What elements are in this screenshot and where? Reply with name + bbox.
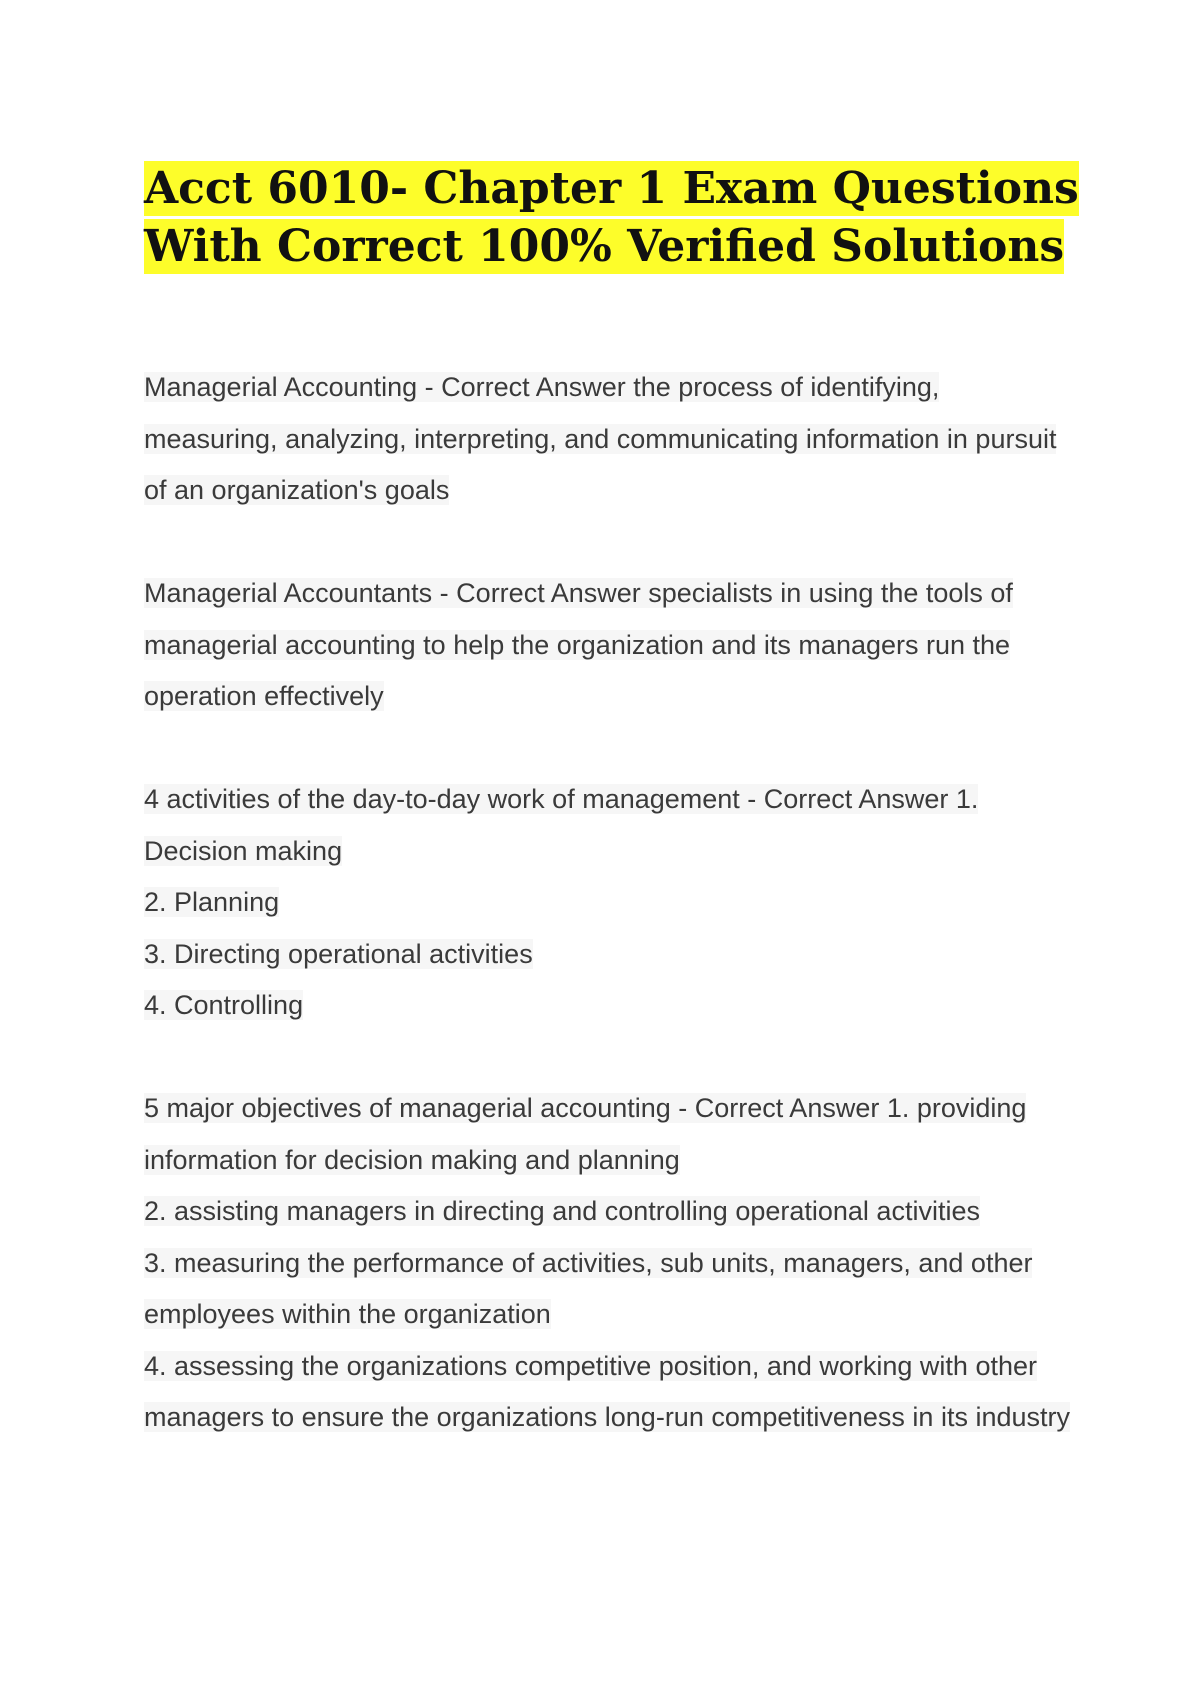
- qa-entry-line: 4 activities of the day-to-day work of management - Correct Answer 1. Decision making: [144, 784, 979, 866]
- qa-entry-line: 2. assisting managers in directing and controlling operational activities: [144, 1196, 980, 1226]
- document-title: [144, 160, 1084, 276]
- qa-entry-line: 5 major objectives of managerial accounting - Correct Answer 1. providing information for decision making and planning: [144, 1093, 1027, 1175]
- qa-entry-managerial-objectives: [144, 1083, 1074, 1444]
- document-title-text: Acct 6010- Chapter 1 Exam Questions With Correct 100% Verified Solutions: [144, 163, 1079, 272]
- qa-entry-line: Managerial Accounting - Correct Answer the process of identifying, measuring, analyzing, interpreting, and communicating information in pursuit of an organization's goals: [144, 372, 1057, 505]
- qa-entry-line: 3. measuring the performance of activities, sub units, managers, and other employees within the organization: [144, 1247, 1033, 1329]
- qa-entry-managerial-accounting: [144, 362, 1074, 517]
- qa-entry-line: 3. Directing operational activities: [144, 938, 533, 969]
- qa-entry-line: 4. Controlling: [144, 990, 304, 1020]
- qa-entry-line: 2. Planning: [144, 887, 280, 917]
- qa-entry-managerial-accountants: [144, 568, 1074, 723]
- qa-entry-line: Managerial Accountants - Correct Answer specialists in using the tools of managerial accounting to help the organization and its managers run the operation effectively: [144, 578, 1013, 711]
- qa-entry-management-activities: [144, 774, 1074, 1032]
- qa-entry-line: 4. assessing the organizations competitive position, and working with other managers to ensure the organizations long-run competitiveness in its industry: [144, 1350, 1070, 1432]
- document-body: [144, 362, 1074, 1495]
